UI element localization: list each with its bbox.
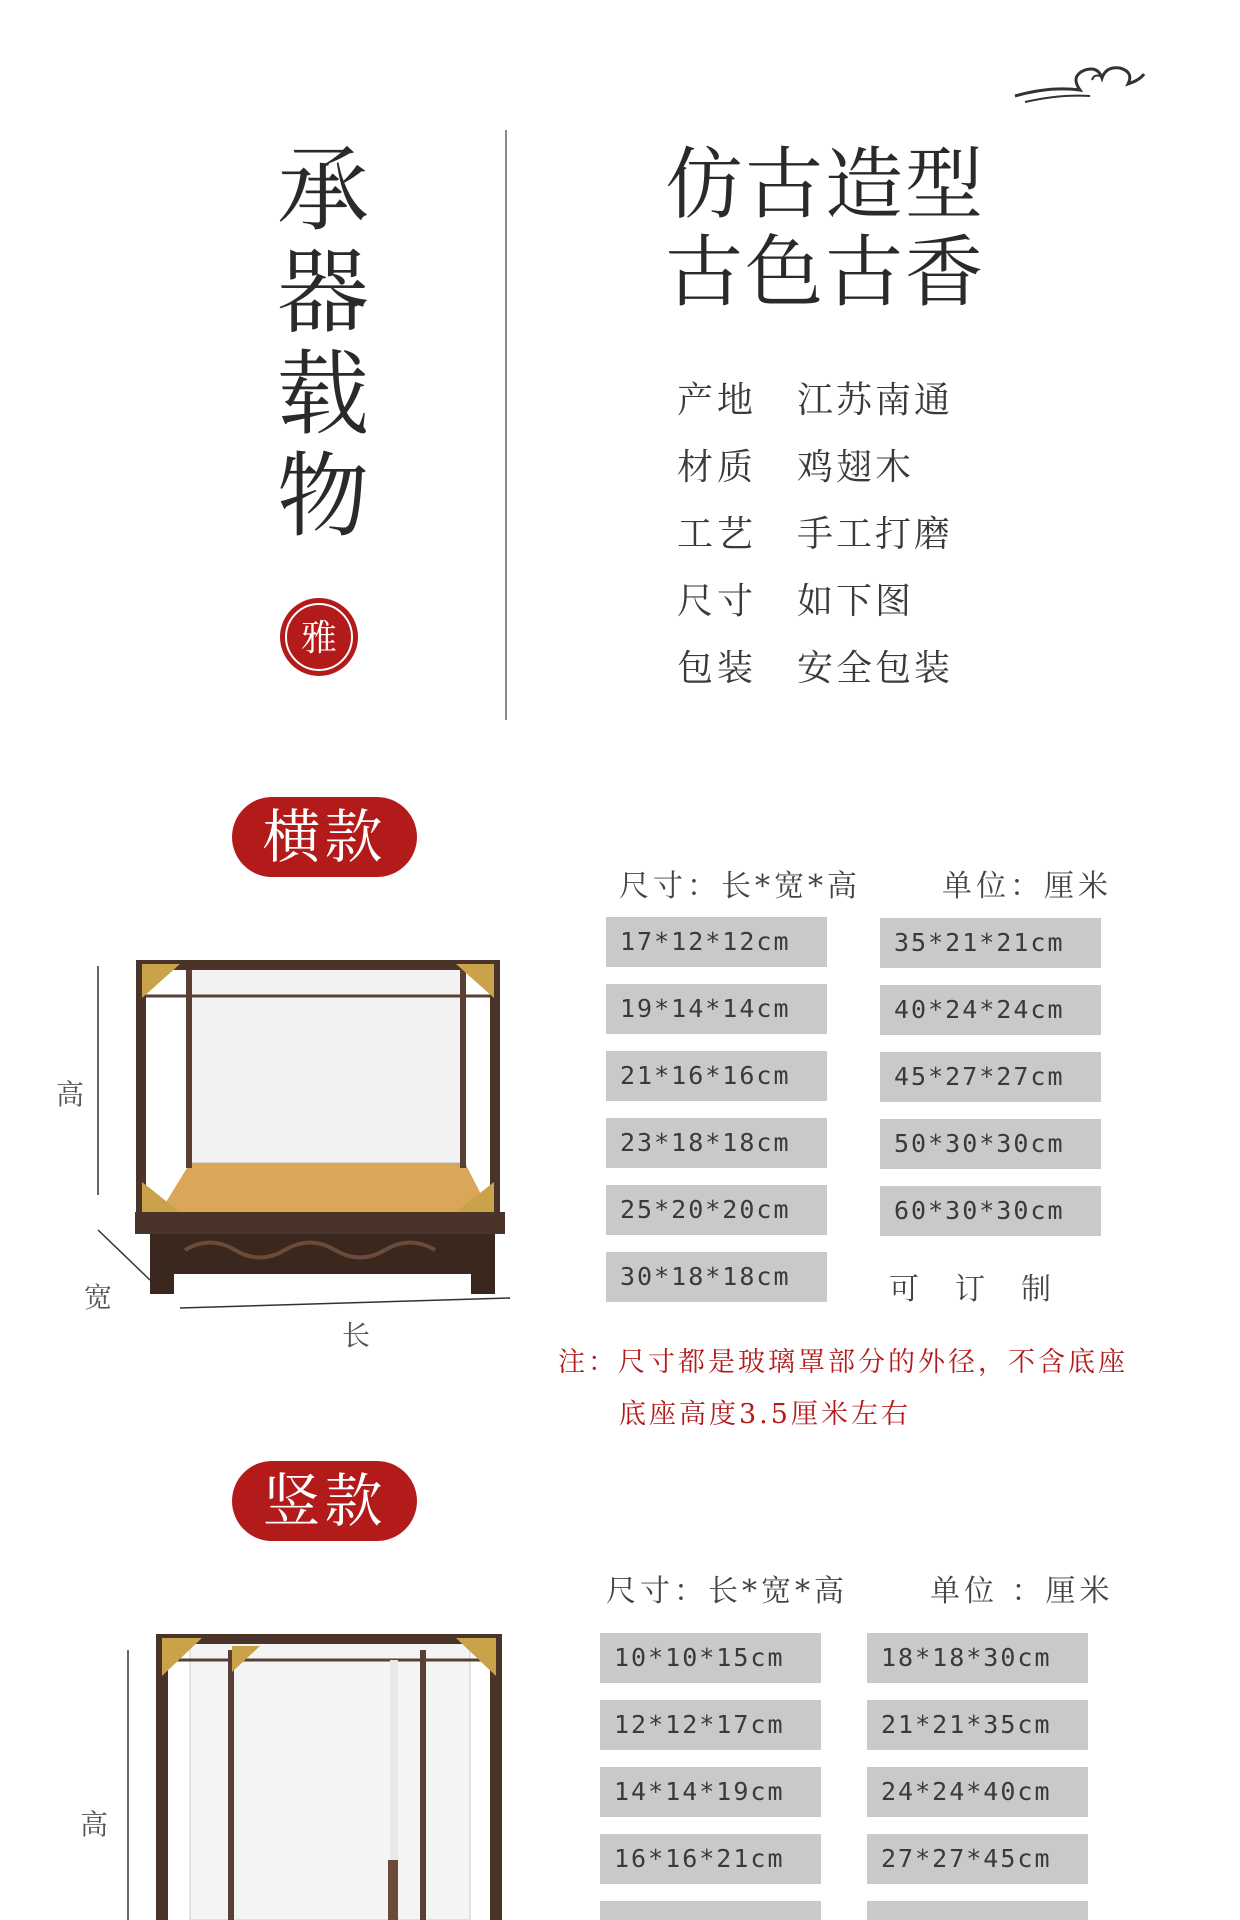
size-cell-partial <box>600 1901 821 1920</box>
spec-key: 尺寸 <box>677 581 758 622</box>
headline-line-2: 古色古香 <box>665 228 986 318</box>
size-cell: 30*18*18cm <box>606 1252 827 1302</box>
vertical-divider <box>505 130 507 720</box>
vertical-style-badge: 竖款 <box>232 1461 417 1541</box>
title-char: 承 <box>276 137 369 244</box>
vertical-case-illustration <box>120 1630 520 1920</box>
size-cell: 35*21*21cm <box>880 918 1101 968</box>
size-cell: 16*16*21cm <box>600 1834 821 1884</box>
cloud-ornament-icon <box>1010 46 1150 106</box>
base-height-note: 底座高度3.5厘米左右 <box>619 1399 911 1430</box>
spec-key: 材质 <box>677 447 758 488</box>
seal-text: 雅 <box>300 618 338 659</box>
spec-row-material <box>677 444 914 492</box>
size-cell: 45*27*27cm <box>880 1052 1101 1102</box>
vertical-title <box>268 137 378 550</box>
spec-row-origin <box>677 377 953 425</box>
spec-value: 鸡翅木 <box>797 447 915 488</box>
size-cell: 24*24*40cm <box>867 1767 1088 1817</box>
size-cell: 50*30*30cm <box>880 1119 1101 1169</box>
dimension-label-height: 高 <box>56 1078 85 1111</box>
size-cell: 21*21*35cm <box>867 1700 1088 1750</box>
title-char: 物 <box>276 443 369 550</box>
title-char: 载 <box>276 341 369 448</box>
size-cell: 18*18*30cm <box>867 1633 1088 1683</box>
headline-line-1: 仿古造型 <box>665 140 986 230</box>
dimension-label-length: 长 <box>342 1319 371 1352</box>
size-cell: 40*24*24cm <box>880 985 1101 1035</box>
spec-key: 工艺 <box>677 514 758 555</box>
size-cell: 21*16*16cm <box>606 1051 827 1101</box>
dimension-label-height: 高 <box>80 1808 109 1841</box>
size-cell: 19*14*14cm <box>606 984 827 1034</box>
spec-row-craft <box>677 511 953 559</box>
size-cell: 17*12*12cm <box>606 917 827 967</box>
horizontal-style-badge: 横款 <box>232 797 417 877</box>
size-note: 注：尺寸都是玻璃罩部分的外径，不含底座 <box>558 1347 1128 1378</box>
spec-key: 包装 <box>677 648 758 689</box>
size-cell: 10*10*15cm <box>600 1633 821 1683</box>
size-cell: 23*18*18cm <box>606 1118 827 1168</box>
title-char: 器 <box>276 239 369 346</box>
size-cell: 14*14*19cm <box>600 1767 821 1817</box>
spec-row-size <box>677 578 914 626</box>
size-cell: 27*27*45cm <box>867 1834 1088 1884</box>
spec-row-packaging <box>677 645 953 693</box>
size-cell: 25*20*20cm <box>606 1185 827 1235</box>
spec-value: 手工打磨 <box>797 514 954 555</box>
size-header: 尺寸：长*宽*高 <box>606 1574 848 1609</box>
spec-value: 如下图 <box>797 581 915 622</box>
spec-key: 产地 <box>677 380 758 421</box>
spec-value: 江苏南通 <box>797 380 954 421</box>
horizontal-case-illustration <box>50 950 520 1330</box>
size-header: 尺寸：长*宽*高 <box>619 869 861 904</box>
size-cell: 12*12*17cm <box>600 1700 821 1750</box>
dimension-label-width: 宽 <box>84 1281 113 1314</box>
customizable-label: 可订制 <box>889 1272 1087 1307</box>
size-cell-partial <box>867 1901 1088 1920</box>
unit-header: 单位：厘米 <box>942 869 1112 904</box>
seal-stamp <box>278 596 360 678</box>
spec-value: 安全包装 <box>797 648 954 689</box>
unit-header: 单位 ：厘米 <box>930 1574 1114 1609</box>
size-cell: 60*30*30cm <box>880 1186 1101 1236</box>
